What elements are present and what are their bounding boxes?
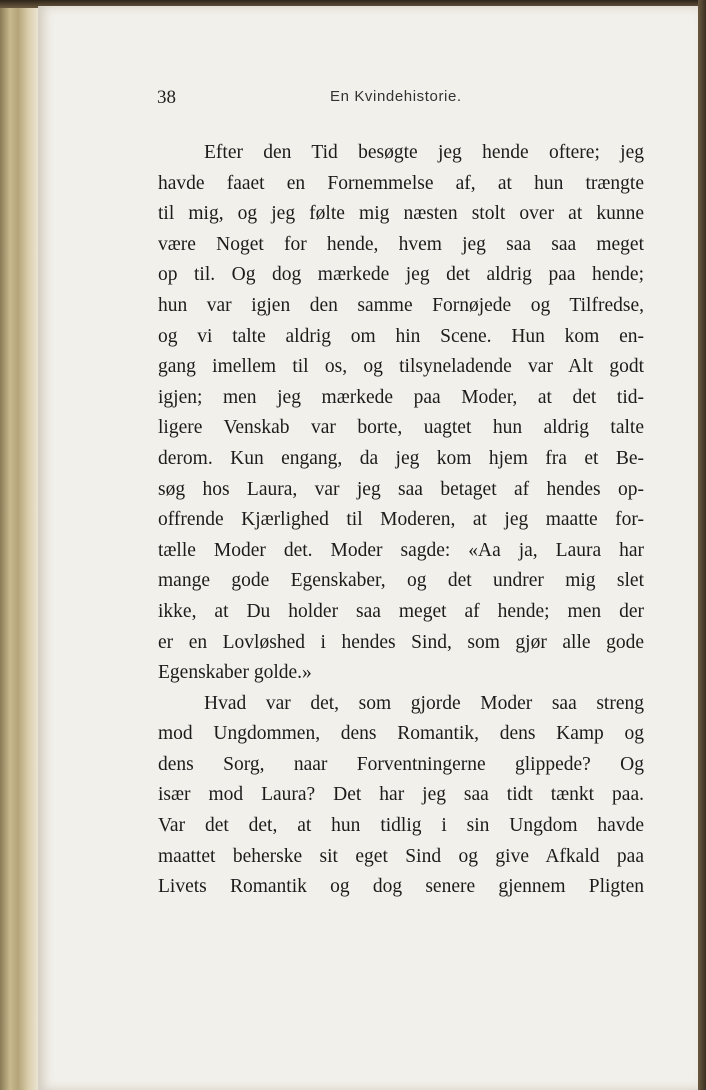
text-line: mod Ungdommen, dens Romantik, dens Kamp og — [158, 723, 644, 745]
text-line: og vi talte aldrig om hin Scene. Hun kom en- — [158, 325, 644, 347]
text-line: hun var igjen den samme Fornøjede og Tilfredse, — [158, 294, 644, 316]
text-line: er en Lovløshed i hendes Sind, som gjør alle gode — [158, 631, 644, 653]
text-line: være Noget for hende, hvem jeg saa saa meget — [158, 233, 644, 255]
text-line: tælle Moder det. Moder sagde: «Aa ja, Laura har — [158, 539, 644, 561]
text-line: maattet beherske sit eget Sind og give Afkald paa — [158, 845, 644, 867]
text-line: Var det det, at hun tidlig i sin Ungdom havde — [158, 815, 644, 837]
book-binding-edge — [0, 0, 40, 1090]
text-line: Hvad var det, som gjorde Moder saa streng — [204, 692, 644, 714]
page-number: 38 — [157, 87, 176, 108]
scan-right-edge — [698, 0, 706, 1090]
text-line: igjen; men jeg mærkede paa Moder, at det tid- — [158, 386, 644, 408]
text-line: Efter den Tid besøgte jeg hende oftere; jeg — [204, 142, 644, 163]
text-line: især mod Laura? Det har jeg saa tidt tænkt paa. — [158, 784, 644, 806]
body-text — [158, 138, 644, 903]
running-title: En Kvindehistorie. — [330, 88, 462, 105]
text-line: offrende Kjærlighed til Moderen, at jeg maatte for- — [158, 509, 644, 531]
text-line: dens Sorg, naar Forventningerne glippede? Og — [158, 753, 644, 775]
text-line: havde faaet en Fornemmelse af, at hun trængte — [158, 172, 644, 194]
text-line: Egenskaber golde.» — [158, 662, 312, 684]
text-line: ligere Venskab var borte, uagtet hun aldrig talte — [158, 417, 644, 439]
page-header — [0, 82, 706, 112]
text-line: mange gode Egenskaber, og det undrer mig slet — [158, 570, 644, 592]
text-line: derom. Kun engang, da jeg kom hjem fra et Be- — [158, 447, 644, 469]
text-line: til mig, og jeg følte mig næsten stolt over at kunne — [158, 203, 644, 225]
text-line: op til. Og dog mærkede jeg det aldrig paa hende; — [158, 264, 644, 286]
text-line: ikke, at Du holder saa meget af hende; men der — [158, 600, 644, 622]
text-line: Livets Romantik og dog senere gjennem Pligten — [158, 876, 644, 898]
text-line: søg hos Laura, var jeg saa betaget af hendes op- — [158, 478, 644, 500]
text-line: gang imellem til os, og tilsyneladende var Alt godt — [158, 356, 644, 378]
